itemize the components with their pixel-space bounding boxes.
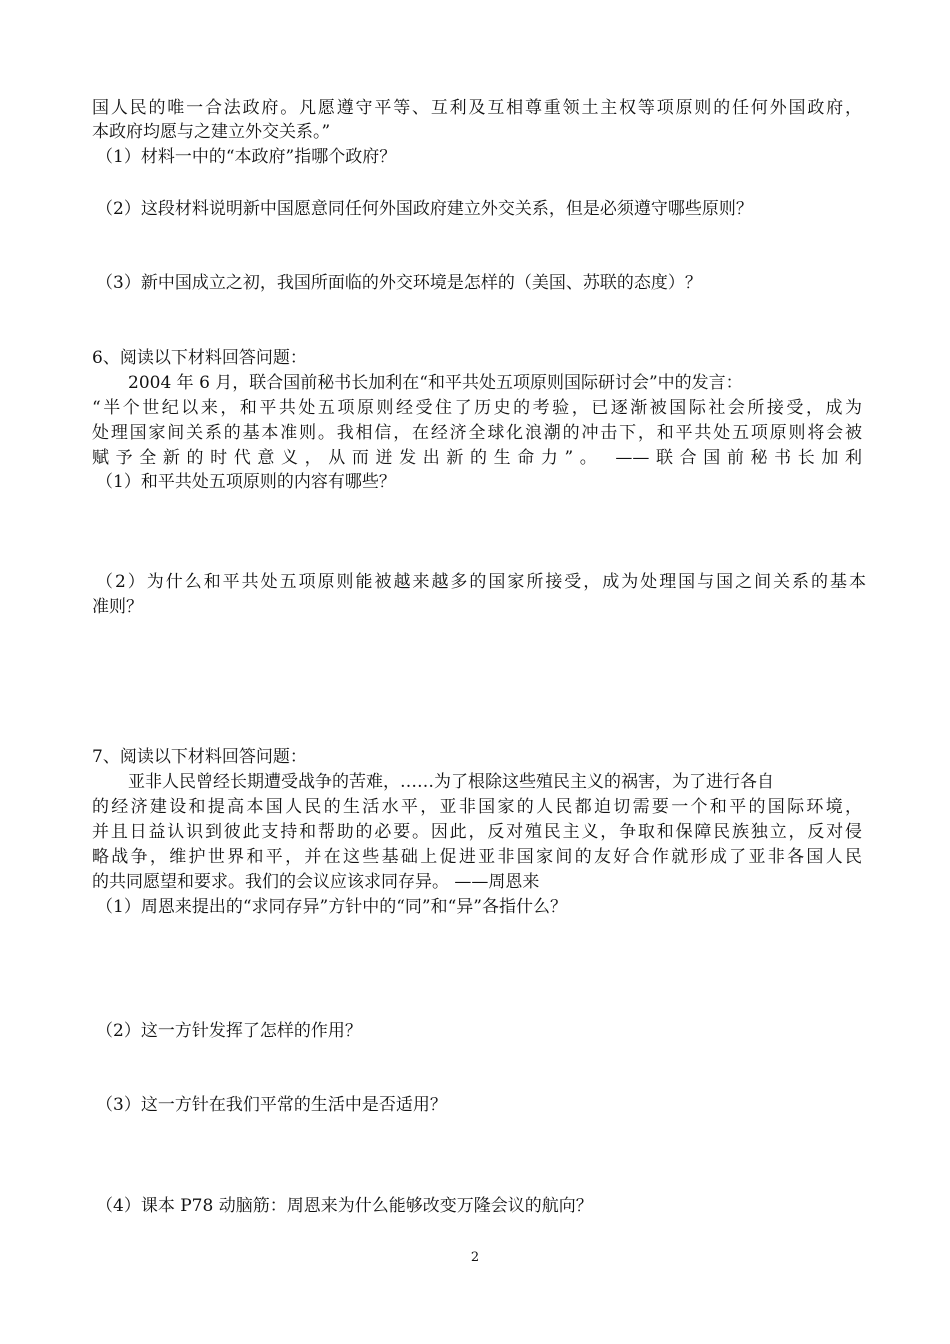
material-paragraph-line: 的经济建设和提高本国人民的生活水平，亚非国家的人民都迫切需要一个和平的国际环境， <box>92 797 862 817</box>
material-paragraph-line: 略战争，维护世界和平，并在这些基础上促进亚非国家间的友好合作就形成了亚非各国人民 <box>92 847 862 867</box>
sub-question: （1）和平共处五项原则的内容有哪些？ <box>96 472 396 492</box>
sub-question: （2）这一方针发挥了怎样的作用？ <box>96 1021 362 1041</box>
sub-question: （1）周恩来提出的“求同存异”方针中的“同”和“异”各指什么？ <box>96 897 567 917</box>
material-intro: 2004 年 6 月，联合国前秘书长加利在“和平共处五项原则国际研讨会”中的发言： <box>128 373 743 393</box>
sub-question: （2）为什么和平共处五项原则能被越来越多的国家所接受，成为处理国与国之间关系的基本 <box>96 572 866 592</box>
sub-question: （2）这段材料说明新中国愿意同任何外国政府建立外交关系，但是必须遵守哪些原则？ <box>96 199 753 219</box>
question-title: 6、阅读以下材料回答问题： <box>92 348 307 368</box>
sub-question-continued: 准则？ <box>92 597 143 617</box>
material-text-line: 国人民的唯一合法政府。凡愿遵守平等、互利及互相尊重领土主权等项原则的任何外国政府， <box>92 98 862 118</box>
material-paragraph-line: 亚非人民曾经长期遭受战争的苦难，……为了根除这些殖民主义的祸害，为了进行各自 <box>128 772 774 792</box>
material-text-line: 本政府均愿与之建立外交关系。” <box>92 122 331 142</box>
material-paragraph-line: 的共同愿望和要求。我们的会议应该求同存异。 ——周恩来 <box>92 872 540 892</box>
page-number: 2 <box>470 1250 480 1265</box>
sub-question: （4）课本 P78 动脑筋：周恩来为什么能够改变万隆会议的航向？ <box>96 1196 593 1216</box>
question-title: 7、阅读以下材料回答问题： <box>92 747 307 767</box>
sub-question: （1）材料一中的“本政府”指哪个政府？ <box>96 147 397 167</box>
material-quote-line: “半个世纪以来，和平共处五项原则经受住了历史的考验，已逐渐被国际社会所接受，成为 <box>92 398 862 418</box>
material-paragraph-line: 并且日益认识到彼此支持和帮助的必要。因此，反对殖民主义，争取和保障民族独立，反对侵 <box>92 822 862 842</box>
material-quote-line: 赋予全新的时代意义，从而迸发出新的生命力”。 ——联合国前秘书长加利 <box>92 448 862 468</box>
sub-question: （3）这一方针在我们平常的生活中是否适用？ <box>96 1095 447 1115</box>
material-quote-line: 处理国家间关系的基本准则。我相信，在经济全球化浪潮的冲击下，和平共处五项原则将会被 <box>92 423 862 443</box>
sub-question: （3）新中国成立之初，我国所面临的外交环境是怎样的（美国、苏联的态度）？ <box>96 273 702 293</box>
